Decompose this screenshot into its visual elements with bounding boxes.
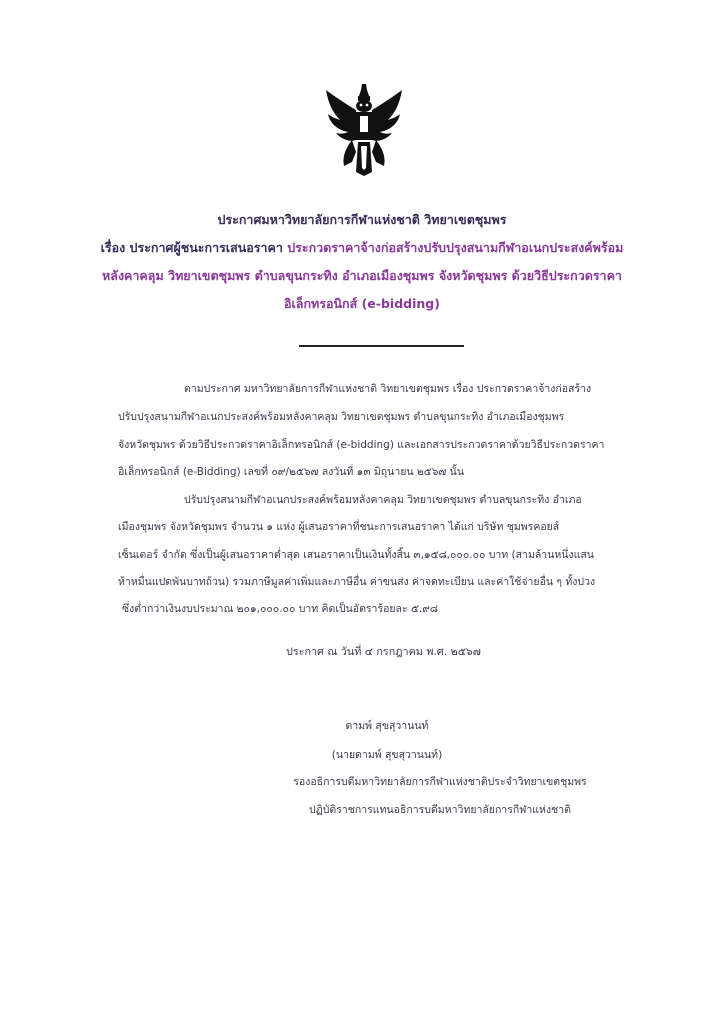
title-divider	[299, 345, 464, 347]
announcement-title: ประกาศมหาวิทยาลัยการกีฬาแห่งชาติ วิทยาเขตชุมพร	[217, 212, 507, 227]
garuda-emblem-icon	[322, 82, 406, 178]
signature: ดามพ์ สุขสุวานนท์	[345, 720, 429, 732]
body-line: ปรับปรุงสนามกีฬาอเนกประสงค์พร้อมหลังคาคลุม วิทยาเขตชุมพร ตำบลขุนกระทิง อำเภอ	[184, 494, 582, 506]
signatory-title: รองอธิการบดีมหาวิทยาลัยการกีฬาแห่งชาติประจำวิทยาเขตชุมพร	[293, 776, 587, 788]
signatory-acting-title: ปฏิบัติราชการแทนอธิการบดีมหาวิทยาลัยการกีฬาแห่งชาติ	[309, 804, 571, 816]
subject-text: ประกวดราคาจ้างก่อสร้างปรับปรุงสนามกีฬาอเนกประสงค์พร้อม	[282, 240, 624, 255]
body-line: ตามประกาศ มหาวิทยาลัยการกีฬาแห่งชาติ วิทยาเขตชุมพร เรื่อง ประกวดราคาจ้างก่อสร้าง	[184, 383, 592, 395]
subject-prefix: เรื่อง ประกาศผู้ชนะการเสนอราคา	[100, 240, 283, 255]
body-line: ซึ่งต่ำกว่าเงินงบประมาณ ๒๐๑,๐๐๐.๐๐ บาท คิดเป็นอัตราร้อยละ ๕.๙๘	[122, 603, 439, 615]
subject-line-2: หลังคาคลุม วิทยาเขตชุมพร ตำบลขุนกระทิง อำเภอเมืองชุมพร จังหวัดชุมพร ด้วยวิธีประกวดราคา	[102, 268, 622, 283]
signatory-name: (นายดามพ์ สุขสุวานนท์)	[331, 749, 443, 761]
body-line: อิเล็กทรอนิกส์ (e-Bidding) เลขที่ ๐๙/๒๕๖๗ ลงวันที่ ๑๓ มิถุนายน ๒๕๖๗ นั้น	[118, 466, 465, 478]
body-line: ปรับปรุงสนามกีฬาอเนกประสงค์พร้อมหลังคาคลุม วิทยาเขตชุมพร ตำบลขุนกระทิง อำเภอเมืองชุมพร	[118, 411, 565, 423]
body-line: เซ็นเตอร์ จำกัด ซึ่งเป็นผู้เสนอราคาต่ำสุด เสนอราคาเป็นเงินทั้งสิ้น ๓,๑๕๘,๐๐๐.๐๐ บาท (สามล้านหนึ่งแสน	[118, 549, 594, 561]
body-line: จังหวัดชุมพร ด้วยวิธีประกวดราคาอิเล็กทรอนิกส์ (e-bidding) และเอกสารประกวดราคาด้วยวิธีประกวดราคา	[118, 439, 605, 451]
announcement-date: ประกาศ ณ วันที่ ๔ กรกฎาคม พ.ศ. ๒๕๖๗	[286, 645, 481, 658]
body-line: เมืองชุมพร จังหวัดชุมพร จำนวน ๑ แห่ง ผู้เสนอราคาที่ชนะการเสนอราคา ได้แก่ บริษัท ชุมพรคอยส์	[118, 521, 560, 533]
subject-line-3: อิเล็กทรอนิกส์ (e-bidding)	[284, 296, 440, 311]
subject-line	[0, 238, 724, 258]
body-line: ห้าหมื่นแปดพันบาทถ้วน) รวมภาษีมูลค่าเพิ่มและภาษีอื่น ค่าขนส่ง ค่าจดทะเบียน และค่าใช้จ่ายอื่น ๆ ทั้งปวง	[118, 576, 596, 588]
